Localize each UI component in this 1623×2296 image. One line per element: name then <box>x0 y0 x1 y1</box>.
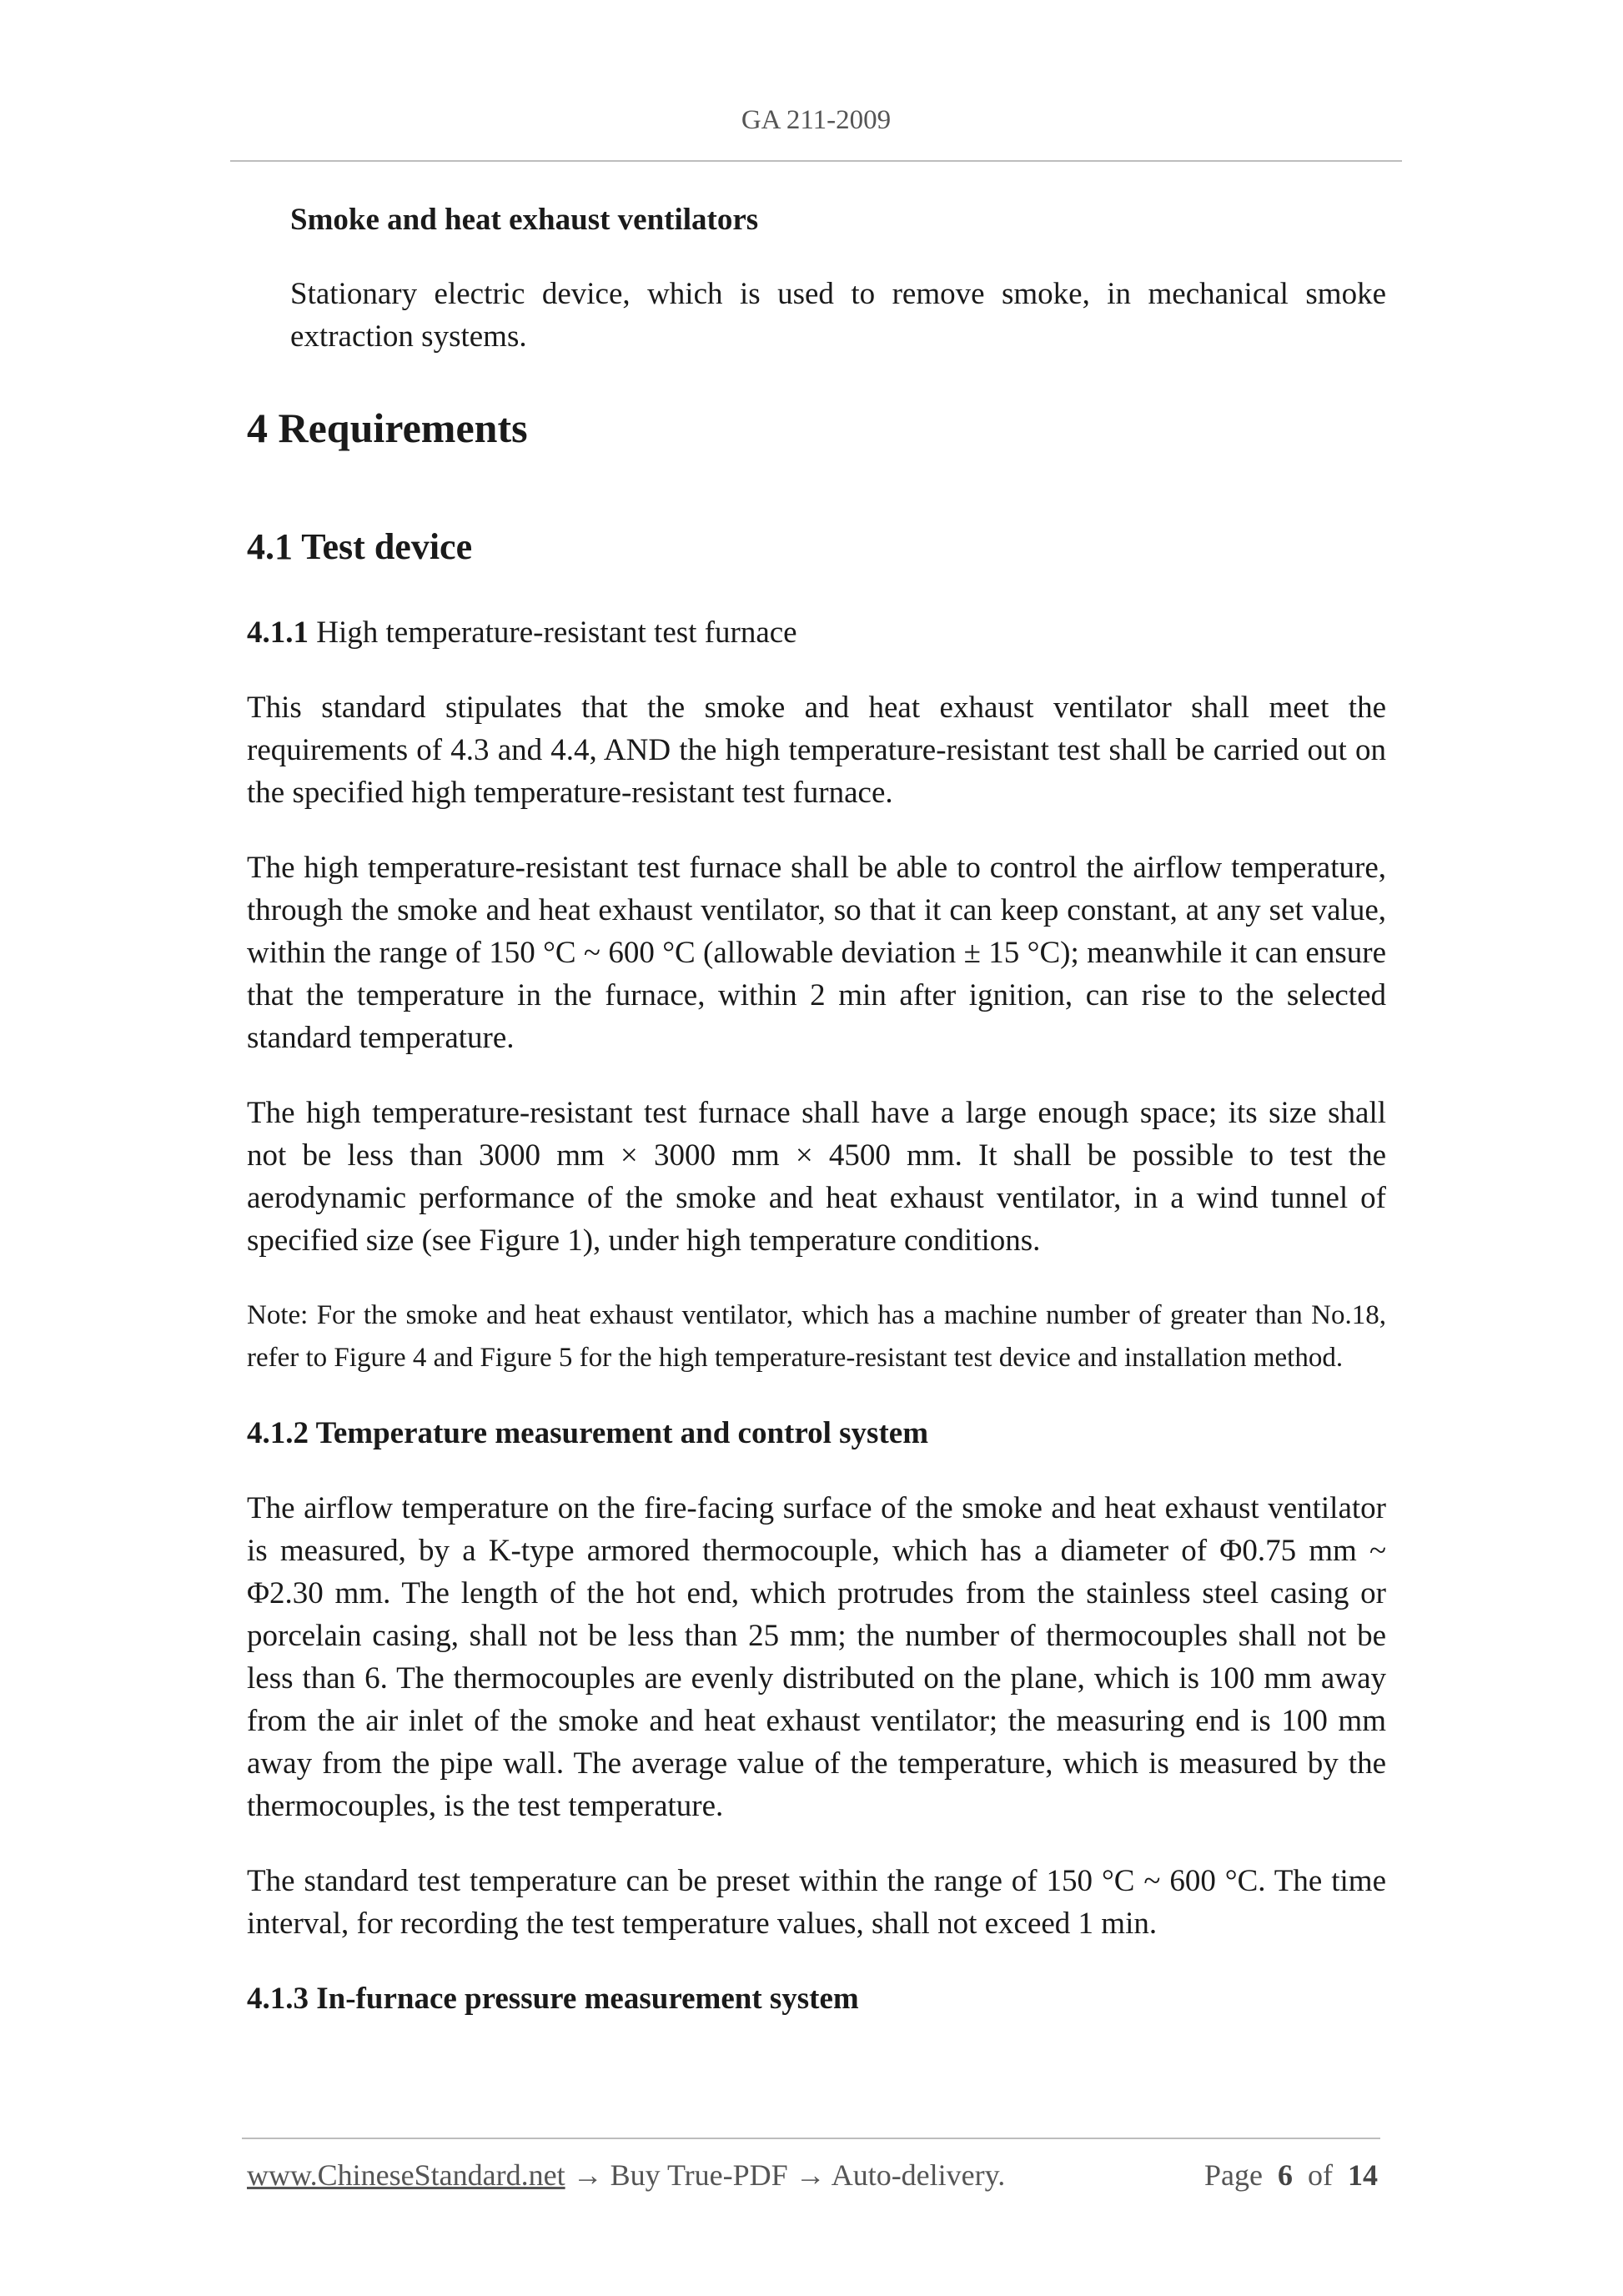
of-word: of <box>1308 2158 1333 2192</box>
clause-4-1-1-paragraph-3: The high temperature-resistant test furnace shall have a large enough space; its size shall not be less than 3000 mm × 3000 mm × 4500 mm. It shall be possible to test the aerodynamic performance of the smoke and heat exhaust ventilator, in a wind tunnel of specified size (see Figure 1), under high temperature conditions. <box>247 1096 1386 1258</box>
footer-delivery-text: → Buy True-PDF → Auto-delivery. <box>565 2158 1006 2192</box>
clause-4-1-2-paragraph-1: The airflow temperature on the fire-facing surface of the smoke and heat exhaust ventilator is measured, by a K-type armored thermocouple, which has a diameter of Φ0.75 mm ~ Φ2.30 mm. The length of the hot end, which protrudes from the stainless steel casing or porcelain casing, shall not be less than 25 mm; the number of thermocouples shall not be less than 6. The thermocouples are evenly distributed on the plane, which is 100 mm away from the air inlet of the smoke and heat exhaust ventilator; the measuring end is 100 mm away from the pipe wall. The average value of the temperature, which is measured by the thermocouples, is the test temperature. <box>247 1491 1386 1823</box>
clause-4-1-2-heading: 4.1.2 Temperature measurement and control system <box>247 1416 929 1450</box>
page-indicator <box>1204 2158 1378 2193</box>
clause-4-1-1-paragraph-1: This standard stipulates that the smoke and heat exhaust ventilator shall meet the requirements of 4.3 and 4.4, AND the high temperature-resistant test shall be carried out on the specified high temperature-resistant test furnace. <box>247 691 1386 810</box>
term-definition: Stationary electric device, which is used to remove smoke, in mechanical smoke extraction systems. <box>290 277 1386 354</box>
clause-4-1-1-note: Note: For the smoke and heat exhaust ventilator, which has a machine number of greater than No.18, refer to Figure 4 and Figure 5 for the high temperature-resistant test device and installation method. <box>247 1300 1386 1373</box>
page-word: Page <box>1204 2158 1263 2192</box>
clause-4-1-1-paragraph-2: The high temperature-resistant test furnace shall be able to control the airflow temperature, through the smoke and heat exhaust ventilator, so that it can keep constant, at any set value, within the range of 150 °C ~ 600 °C (allowable deviation ± 15 °C); meanwhile it can ensure that the temperature in the furnace, within 2 min after ignition, can rise to the selected standard temperature. <box>247 851 1386 1055</box>
footer-divider <box>242 2138 1380 2139</box>
header-divider <box>230 160 1402 162</box>
page-number: 6 <box>1278 2158 1293 2192</box>
term-entry <box>247 198 1386 358</box>
section-4-heading: 4 Requirements <box>247 404 528 451</box>
page-total: 14 <box>1348 2158 1378 2192</box>
website-link[interactable]: www.ChineseStandard.net <box>247 2158 565 2192</box>
section-4-1-heading: 4.1 Test device <box>247 526 473 567</box>
clause-4-1-2-paragraph-2: The standard test temperature can be preset within the range of 150 °C ~ 600 °C. The time interval, for recording the test temperature values, shall not exceed 1 min. <box>247 1864 1386 1941</box>
page-header: GA 211-2009 <box>741 105 892 135</box>
term-title: Smoke and heat exhaust ventilators <box>290 203 759 237</box>
footer-links <box>247 2158 1005 2193</box>
page-footer <box>247 2158 1378 2193</box>
clause-4-1-3-heading: 4.1.3 In-furnace pressure measurement system <box>247 1982 859 2016</box>
page-content <box>247 198 1386 2052</box>
clause-4-1-1-number: 4.1.1 <box>247 615 309 650</box>
clause-4-1-1-heading <box>247 611 1386 654</box>
clause-4-1-1-title: High temperature-resistant test furnace <box>309 615 797 650</box>
